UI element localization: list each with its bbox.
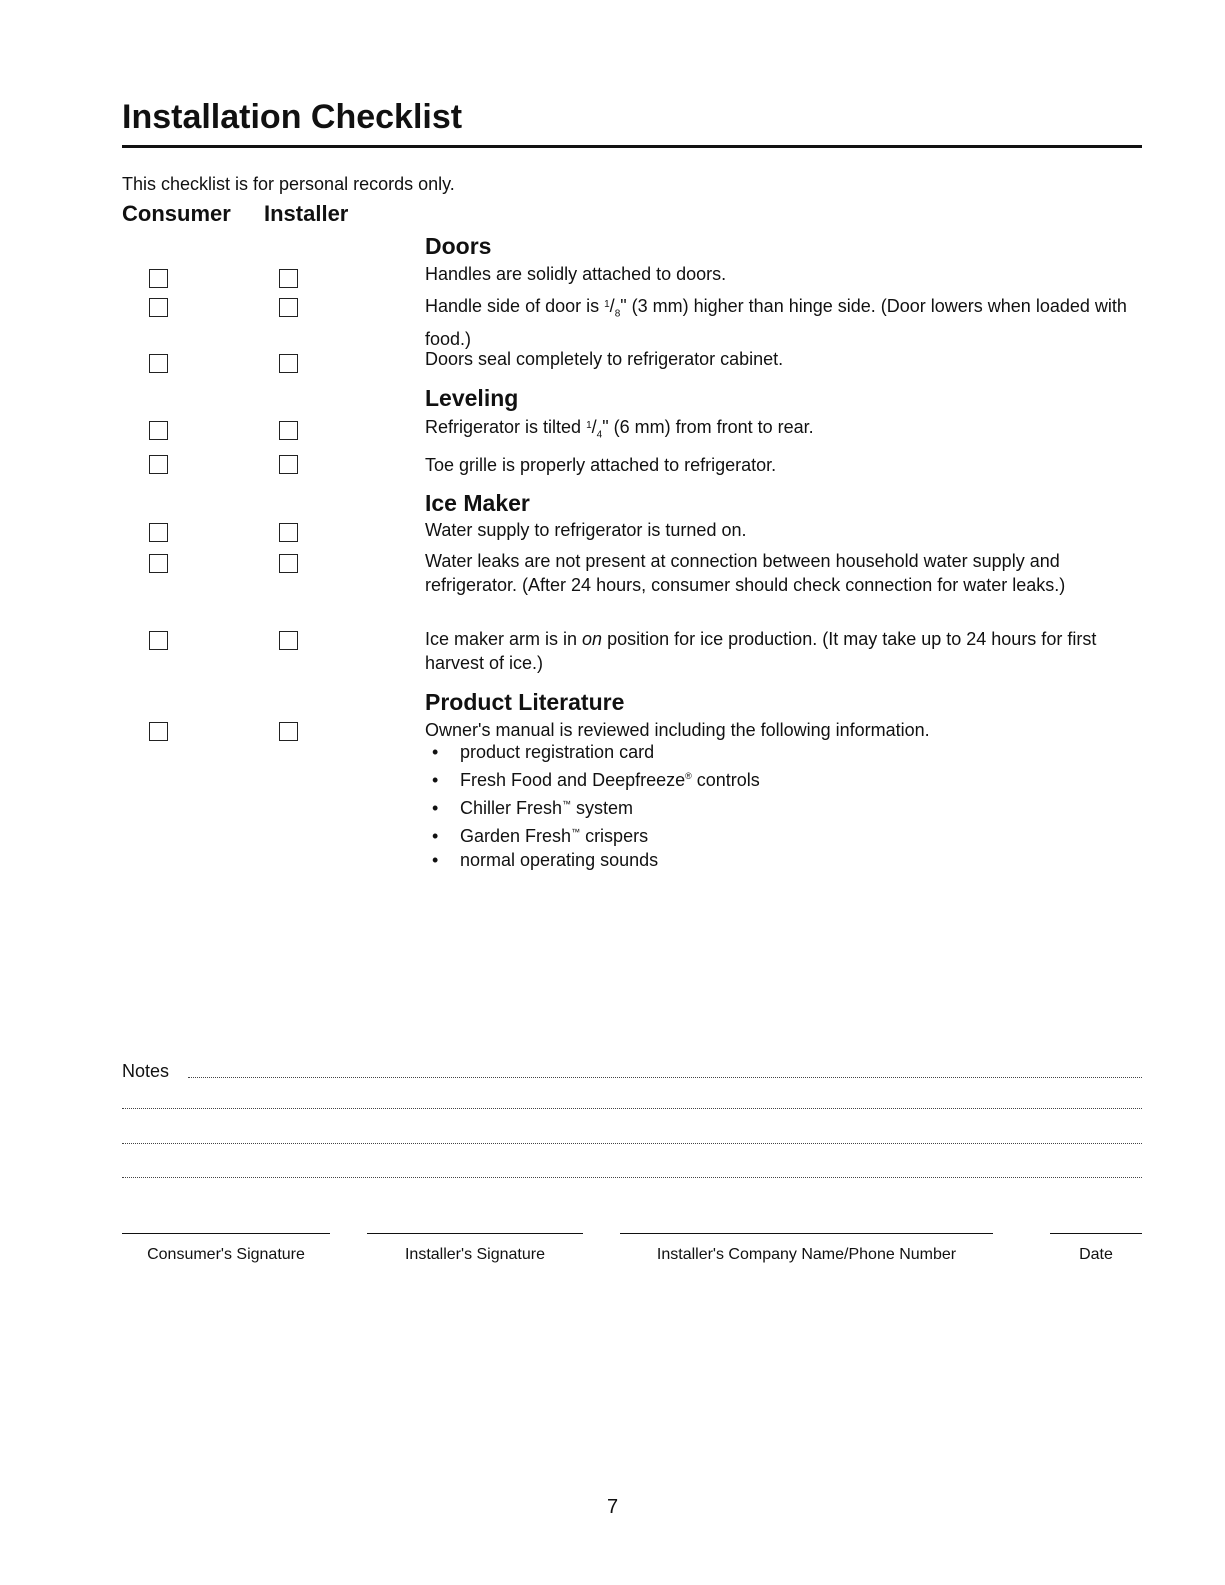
list-item: • Chiller Fresh™ system [432,798,634,818]
section-title-doors: Doors [425,233,492,259]
consumer-signature-label: Consumer's Signature [147,1246,305,1263]
notes-line-3[interactable] [122,1143,1142,1144]
installer-checkbox-leveling-2[interactable] [279,455,298,474]
consumer-signature-line[interactable] [122,1233,330,1234]
consumer-checkbox-doors-1[interactable] [149,269,168,288]
checklist-item-ice-maker-1: Water supply to refrigerator is turned on. [425,520,747,540]
installer-checkbox-doors-3[interactable] [279,354,298,373]
consumer-checkbox-ice-maker-3[interactable] [149,631,168,650]
consumer-checkbox-leveling-1[interactable] [149,421,168,440]
consumer-checkbox-doors-3[interactable] [149,354,168,373]
consumer-checkbox-literature-1[interactable] [149,722,168,741]
consumer-checkbox-ice-maker-1[interactable] [149,523,168,542]
title-divider [122,145,1142,148]
checklist-item-doors-1: Handles are solidly attached to doors. [425,264,727,284]
checklist-item-doors-2: Handle side of door is $^1/_8$" (3 mm) higher than hinge side. (Door lowers when loaded with food.) [425,296,1127,349]
date-line[interactable] [1050,1233,1142,1234]
checklist-item-leveling-2: Toe grille is properly attached to refrigerator. [425,455,777,475]
intro-text: This checklist is for personal records only. [122,174,455,194]
list-item: • normal operating sounds [432,850,659,870]
installer-checkbox-ice-maker-3[interactable] [279,631,298,650]
column-header-consumer: Consumer [122,201,231,226]
installer-checkbox-ice-maker-1[interactable] [279,523,298,542]
company-signature-label: Installer's Company Name/Phone Number [656,1246,957,1263]
page-title: Installation Checklist [122,98,463,136]
installer-signature-label: Installer's Signature [404,1246,545,1263]
section-title-ice-maker: Ice Maker [425,490,530,516]
installer-checkbox-doors-1[interactable] [279,269,298,288]
list-item: • Fresh Food and Deepfreeze® controls [432,770,760,790]
installer-checkbox-literature-1[interactable] [279,722,298,741]
checklist-item-ice-maker-2: Water leaks are not present at connection between household water supply and refrigerator. (After 24 hours, consumer should check connection for water leaks.) [425,551,1066,595]
consumer-checkbox-leveling-2[interactable] [149,455,168,474]
notes-line-2[interactable] [122,1108,1142,1109]
installer-signature-line[interactable] [367,1233,583,1234]
date-label: Date [1079,1246,1113,1263]
checklist-item-ice-maker-3: Ice maker arm is in on position for ice production. (It may take up to 24 hours for first harvest of ice.) [425,629,1097,673]
column-header-installer: Installer [264,201,349,226]
page-number: 7 [606,1496,619,1518]
consumer-checkbox-ice-maker-2[interactable] [149,554,168,573]
section-title-leveling: Leveling [425,385,519,411]
list-item: • product registration card [432,742,655,762]
section-title-product-literature: Product Literature [425,689,625,715]
notes-line-4[interactable] [122,1177,1142,1178]
installer-checkbox-doors-2[interactable] [279,298,298,317]
installer-checkbox-ice-maker-2[interactable] [279,554,298,573]
checklist-item-doors-3: Doors seal completely to refrigerator cabinet. [425,349,784,369]
notes-line-1[interactable] [188,1077,1142,1078]
checklist-item-literature-1: Owner's manual is reviewed including the following information. [425,720,930,740]
installer-checkbox-leveling-1[interactable] [279,421,298,440]
list-item: • Garden Fresh™ crispers [432,826,649,846]
company-signature-line[interactable] [620,1233,993,1234]
checklist-item-leveling-1: Refrigerator is tilted $^1/_4$" (6 mm) from front to rear. [425,417,814,441]
consumer-checkbox-doors-2[interactable] [149,298,168,317]
notes-label: Notes [122,1061,170,1081]
literature-bullet-list [432,740,760,872]
